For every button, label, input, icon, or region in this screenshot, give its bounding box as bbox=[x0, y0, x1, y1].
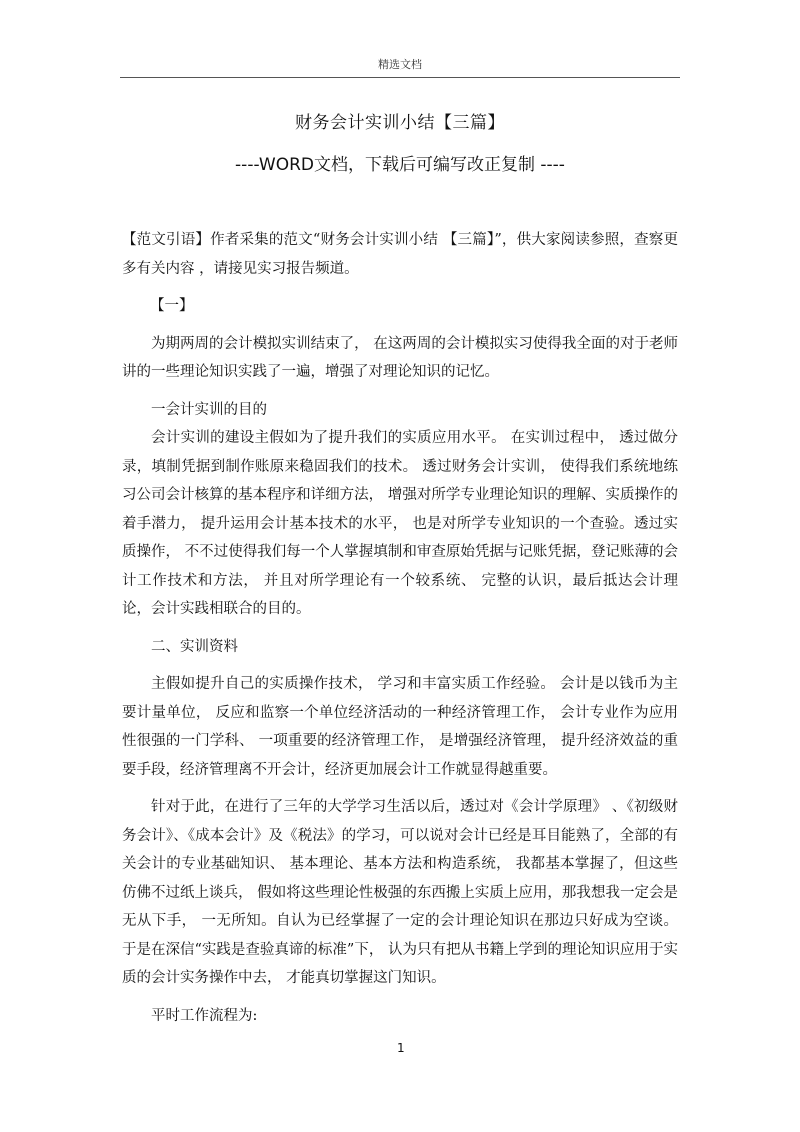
document-title: 财务会计实训小结【三篇】 bbox=[295, 113, 505, 133]
paragraph-1: 为期两周的会计模拟实训结束了， 在这两周的会计模拟实习使得我全面的对于老师讲的一些理论知识实践了一遍，增强了对理论知识的记忆。 bbox=[122, 335, 678, 380]
paragraph-5: 平时工作流程为: bbox=[151, 1007, 258, 1024]
page-number: 1 bbox=[397, 1041, 405, 1055]
paragraph-4: 针对于此，在进行了三年的大学学习生活以后，透过对《会计学原理》 、《初级财务会计》、《成本会计》及《税法》的学习，可以说对会计已经是耳目能熟了，全部的有关会计的专业基础知识、 基本理论、基本方法和构造系统， 我都基本掌握了，但这些仿佛不过纸上谈兵， 假如将这些理论性极强的东西搬上实质上应用，那我想我一定会是无从下手， 一无所知。自认为已经掌握了一定的会计理论知识在那边只好成为空谈。 于是在深信“实践是查验真谛的标准”下， 认为只有把从书籍上学到的理论知识应用于实质的会计实务操作中去， 才能真切掌握这门知识。 bbox=[122, 799, 678, 986]
intro-paragraph: 【范文引语】作者采集的范文“财务会计实训小结 【三篇】”，供大家阅读参照，查察更多有关内容 ，请接见实习报告频道。 bbox=[122, 232, 678, 277]
section-heading-purpose: 一会计实训的目的 bbox=[151, 401, 267, 418]
header-divider bbox=[120, 77, 680, 78]
paragraph-3: 主假如提升自己的实质操作技术， 学习和丰富实质工作经验。 会计是以钱币为主要计量单位， 反应和监察一个单位经济活动的一种经济管理工作， 会计专业作为应用性很强的一门学科、 一项重要的经济管理工作， 是增强经济管理， 提升经济效益的重要手段，经济管理离不开会计，经济更加展会计工作就显得越重要。 bbox=[122, 676, 678, 778]
paragraph-2: 会计实训的建设主假如为了提升我们的实质应用水平。 在实训过程中， 透过做分录，填制凭据到制作账原来稳固我们的技术。 透过财务会计实训， 使得我们系统地练习公司会计核算的基本程序和详细方法， 增强对所学专业理论知识的理解、实质操作的着手潜力， 提升运用会计基本技术的水平， 也是对所学专业知识的一个查验。透过实质操作， 不不过使得我们每一个人掌握填制和审查原始凭据与记账凭据，登记账薄的会计工作技术和方法， 并且对所学理论有一个较系统、 完整的认识，最后抵达会计理论，会计实践相联合的目的。 bbox=[122, 430, 678, 617]
document-body bbox=[122, 226, 678, 1030]
section-one-marker: 【一】 bbox=[150, 298, 194, 314]
document-subtitle: ----WORD文档，下载后可编写改正复制 ---- bbox=[235, 155, 565, 175]
section-heading-materials: 二、实训资料 bbox=[151, 638, 238, 655]
document-header-label: 精选文档 bbox=[378, 58, 422, 71]
